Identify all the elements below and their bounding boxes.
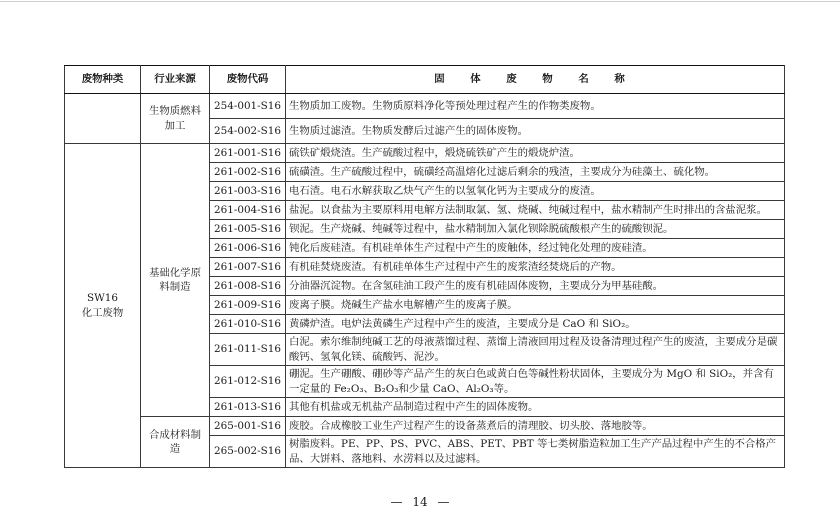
header-code: 废物代码 [210,66,286,94]
table-row [65,417,785,436]
table-header-row [65,66,785,94]
industry-cell: 生物质燃料加工 [141,94,210,144]
waste-code: 254-002-S16 [210,119,286,144]
waste-code: 261-007-S16 [210,258,286,277]
waste-table [64,65,785,468]
waste-description: 硫磺渣。生产硫酸过程中，硫磺经高温熔化过滤后剩余的残渣，主要成分为硅藻土、硫化物。 [286,163,785,182]
waste-description: 白泥。索尔维制纯碱工艺的母液蒸馏过程、蒸馏上清液回用过程及设备清理过程产生的废渣，主要成分是碳酸钙、氢氧化镁、硫酸钙、泥沙。 [286,334,785,366]
industry-cell: 基础化学原料制造 [141,144,210,417]
waste-code: 261-001-S16 [210,144,286,163]
waste-code: 261-011-S16 [210,334,286,366]
waste-code: 261-008-S16 [210,277,286,296]
waste-code: 261-002-S16 [210,163,286,182]
waste-code: 254-001-S16 [210,94,286,119]
waste-description: 黄磷炉渣。电炉法黄磷生产过程中产生的废渣，主要成分是 CaO 和 SiO₂。 [286,315,785,334]
waste-description: 盐泥。以食盐为主要原料用电解方法制取氯、氢、烧碱、纯碱过程中，盐水精制产生时排出的含盐泥浆。 [286,201,785,220]
waste-description: 废离子膜。烧碱生产盐水电解槽产生的废离子膜。 [286,296,785,315]
waste-description: 硼泥。生产硼酸、硼砂等产品产生的灰白色或黄白色等碱性粉状固体，主要成分为 MgO 和 SiO₂，并含有一定量的 Fe₂O₃、B₂O₃和少量 CaO、Al₂O₃等。 [286,366,785,398]
page-number: — 14 — [390,495,450,509]
industry-cell: 合成材料制造 [141,417,210,468]
waste-description: 废胶。合成橡胶工业生产过程产生的设备蒸煮后的清理胶、切头胶、落地胶等。 [286,417,785,436]
header-category: 废物种类 [65,66,141,94]
waste-description: 树脂废料。PE、PP、PS、PVC、ABS、PET、PBT 等七类树脂造粒加工生产产品过程中产生的不合格产品、大饼料、落地料、水涝料以及过滤料。 [286,436,785,468]
waste-code: 261-012-S16 [210,366,286,398]
waste-description: 有机硅焚烧废渣。有机硅单体生产过程中产生的废浆渣经焚烧后的产物。 [286,258,785,277]
waste-description: 其他有机盐或无机盐产品制造过程中产生的固体废物。 [286,398,785,417]
waste-description: 生物质过滤渣。生物质发酵后过滤产生的固体废物。 [286,119,785,144]
waste-code: 265-001-S16 [210,417,286,436]
waste-code: 261-004-S16 [210,201,286,220]
page-top-rule [0,1,840,2]
waste-code: 261-003-S16 [210,182,286,201]
waste-description: 生物质加工废物。生物质原料净化等预处理过程产生的作物类废物。 [286,94,785,119]
waste-code: 261-009-S16 [210,296,286,315]
category-cell [65,94,141,144]
waste-code: 261-010-S16 [210,315,286,334]
waste-description: 钡泥。生产烧碱、纯碱等过程中，盐水精制加入氯化钡除脱硫酸根产生的硫酸钡泥。 [286,220,785,239]
table-row [65,144,785,163]
waste-description: 硫铁矿煅烧渣。生产硫酸过程中，煅烧硫铁矿产生的煅烧炉渣。 [286,144,785,163]
table-row [65,94,785,119]
waste-code: 261-005-S16 [210,220,286,239]
waste-code: 265-002-S16 [210,436,286,468]
category-cell: SW16 化工废物 [65,144,141,468]
waste-description: 钝化后废硅渣。有机硅单体生产过程中产生的废触体，经过钝化处理的废硅渣。 [286,239,785,258]
header-industry: 行业来源 [141,66,210,94]
header-name: 固 体 废 物 名 称 [286,66,785,94]
waste-description: 分油器沉淀物。在含氢硅油工段产生的废有机硅固体废物，主要成分为甲基硅酸。 [286,277,785,296]
waste-description: 电石渣。电石水解获取乙炔气产生的以氢氧化钙为主要成分的废渣。 [286,182,785,201]
waste-code: 261-013-S16 [210,398,286,417]
waste-code: 261-006-S16 [210,239,286,258]
